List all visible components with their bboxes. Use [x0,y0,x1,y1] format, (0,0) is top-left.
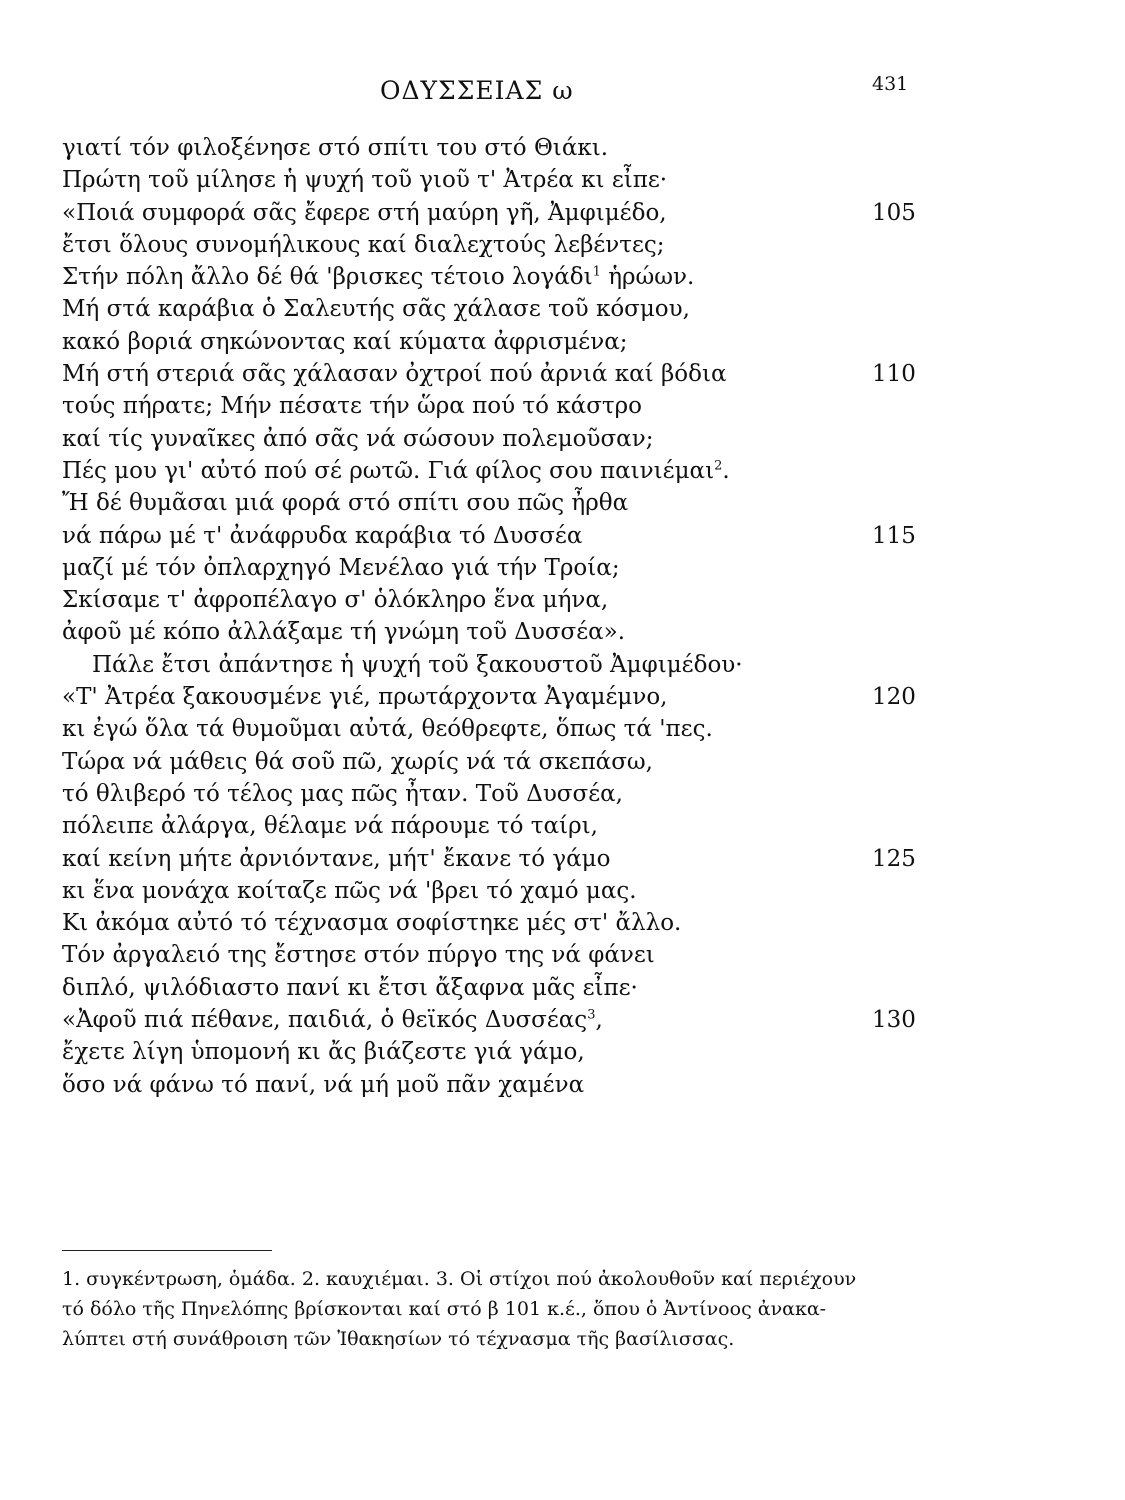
line-number: 105 [872,199,916,226]
verse-line [62,197,982,229]
verse-line [62,423,982,455]
verse-text: νά πάρω μέ τ' ἀνάφρυδα καράβια τό Δυσσέα [62,522,583,549]
verse-line [62,132,982,164]
verse-line [62,875,982,907]
verse-line [62,907,982,939]
verse-line [62,616,982,648]
verse-line [62,681,982,713]
verse-line [62,810,982,842]
verse-text: μαζί μέ τόν ὀπλαρχηγό Μενέλαο γιά τήν Τροία; [62,554,620,581]
verse-line [62,1004,982,1036]
verse-line [62,487,982,519]
line-number: 110 [872,361,916,388]
verse-text: τούς πήρατε; Μήν πέσατε τήν ὥρα πού τό κάστρο [62,393,642,420]
footnote-marker: 1 [592,264,601,280]
footnote-marker: 2 [714,458,723,474]
verse-text: τό θλιβερό τό τέλος μας πῶς ἦταν. Τοῦ Δυσσέα, [62,780,623,807]
verse-text: κι ἐγώ ὅλα τά θυμοῦμαι αὐτά, θεόθρεφτε, ὅπως τά 'πες. [62,716,713,743]
verse-line [62,261,982,293]
footnote-line: τό δόλο τῆς Πηνελόπης βρίσκονται καί στό β 101 κ.έ., ὅπου ὁ Ἀντίνοος ἀνακα- [62,1298,827,1320]
verse-text-tail: , [595,1007,603,1034]
line-number: 115 [872,522,916,549]
verse-line [62,649,982,681]
verse-text: ὅσο νά φάνω τό πανί, νά μή μοῦ πᾶν χαμένα [62,1071,585,1098]
verse-text: Κι ἀκόμα αὐτό τό τέχνασμα σοφίστηκε μές στ' ἄλλο. [62,910,682,937]
verse-line [62,390,982,422]
verse-line [62,746,982,778]
footnotes [62,1264,942,1354]
footnote-marker: 3 [587,1007,596,1023]
verse-text: Μή στή στεριά σᾶς χάλασαν ὀχτροί πού ἀρνιά καί βόδια [62,361,727,388]
verse-text: Μή στά καράβια ὁ Σαλευτής σᾶς χάλασε τοῦ κόσμου, [62,296,690,323]
verse-text: Σκίσαμε τ' ἀφροπέλαγο σ' ὁλόκληρο ἕνα μήνα, [62,587,609,614]
verse-line [62,584,982,616]
verse-line [62,778,982,810]
verse-text: Πάλε ἔτσι ἀπάντησε ἡ ψυχή τοῦ ξακουστοῦ Ἀμφιμέδου· [92,651,743,678]
verse-block [62,132,982,1101]
verse-line [62,293,982,325]
verse-text: Ἤ δέ θυμᾶσαι μιά φορά στό σπίτι σου πῶς ἦρθα [62,490,629,517]
verse-text: ἀφοῦ μέ κόπο ἀλλάξαμε τή γνώμη τοῦ Δυσσέα». [62,619,626,646]
verse-text: κακό βοριά σηκώνοντας καί κύματα ἀφρισμένα; [62,328,628,355]
verse-line [62,713,982,745]
verse-line [62,1036,982,1068]
verse-line [62,843,982,875]
running-header-title: ΟΔΥΣΣΕΙΑΣ ω [380,76,574,105]
verse-line [62,164,982,196]
line-number: 120 [872,684,916,711]
verse-line [62,1069,982,1101]
verse-text: κι ἕνα μονάχα κοίταζε πῶς νά 'βρει τό χαμό μας. [62,877,637,904]
verse-text: «Ποιά συμφορά σᾶς ἔφερε στή μαύρη γῆ, Ἀμφιμέδο, [62,199,667,226]
verse-line [62,552,982,584]
verse-text: «Τ' Ἀτρέα ξακουσμένε γιέ, πρωτάρχοντα Ἀγαμέμνο, [62,684,668,711]
verse-text: πόλειπε ἀλάργα, θέλαμε νά πάρουμε τό ταίρι, [62,813,598,840]
page-number: 431 [872,73,909,95]
line-number: 130 [872,1007,916,1034]
verse-text: καί τίς γυναῖκες ἀπό σᾶς νά σώσουν πολεμοῦσαν; [62,425,654,452]
verse-line [62,520,982,552]
line-number: 125 [872,845,916,872]
footnote-line: λύπτει στή συνάθροιση τῶν Ἰθακησίων τό τέχνασμα τῆς βασίλισσας. [62,1328,735,1350]
verse-line [62,358,982,390]
verse-text: Τόν ἀργαλειό της ἔστησε στόν πύργο της νά φάνει [62,942,655,969]
verse-text: Πές μου γι' αὐτό πού σέ ρωτῶ. Γιά φίλος σου παινιέμαι [62,457,715,484]
verse-line [62,326,982,358]
footnote-separator [62,1250,272,1251]
verse-text: γιατί τόν φιλοξένησε στό σπίτι του στό Θιάκι. [62,135,609,161]
verse-line [62,939,982,971]
verse-text: ἔχετε λίγη ὑπομονή κι ἄς βιάζεστε γιά γάμο, [62,1039,585,1066]
verse-line [62,229,982,261]
verse-text: Τώρα νά μάθεις θά σοῦ πῶ, χωρίς νά τά σκεπάσω, [62,748,653,775]
verse-text: Στήν πόλη ἄλλο δέ θά 'βρισκες τέτοιο λογάδι [62,264,593,291]
verse-line [62,972,982,1004]
verse-text: «Ἀφοῦ πιά πέθανε, παιδιά, ὁ θεϊκός Δυσσέας [62,1007,588,1034]
verse-text: ἔτσι ὅλους συνομήλικους καί διαλεχτούς λεβέντες; [62,231,665,258]
verse-text-tail: . [722,457,730,484]
verse-line [62,455,982,487]
verse-text: Πρώτη τοῦ μίλησε ἡ ψυχή τοῦ γιοῦ τ' Ἀτρέα κι εἶπε· [62,167,668,194]
verse-text: διπλό, ψιλόδιαστο πανί κι ἔτσι ἄξαφνα μᾶς εἶπε· [62,974,638,1001]
footnote-line: 1. συγκέντρωση, ὁμάδα. 2. καυχιέμαι. 3. Οἱ στίχοι πού ἀκολουθοῦν καί περιέχουν [62,1268,857,1290]
verse-text-tail: ἡρώων. [600,264,695,291]
verse-text: καί κείνη μήτε ἀρνιόντανε, μήτ' ἔκανε τό γάμο [62,845,611,872]
